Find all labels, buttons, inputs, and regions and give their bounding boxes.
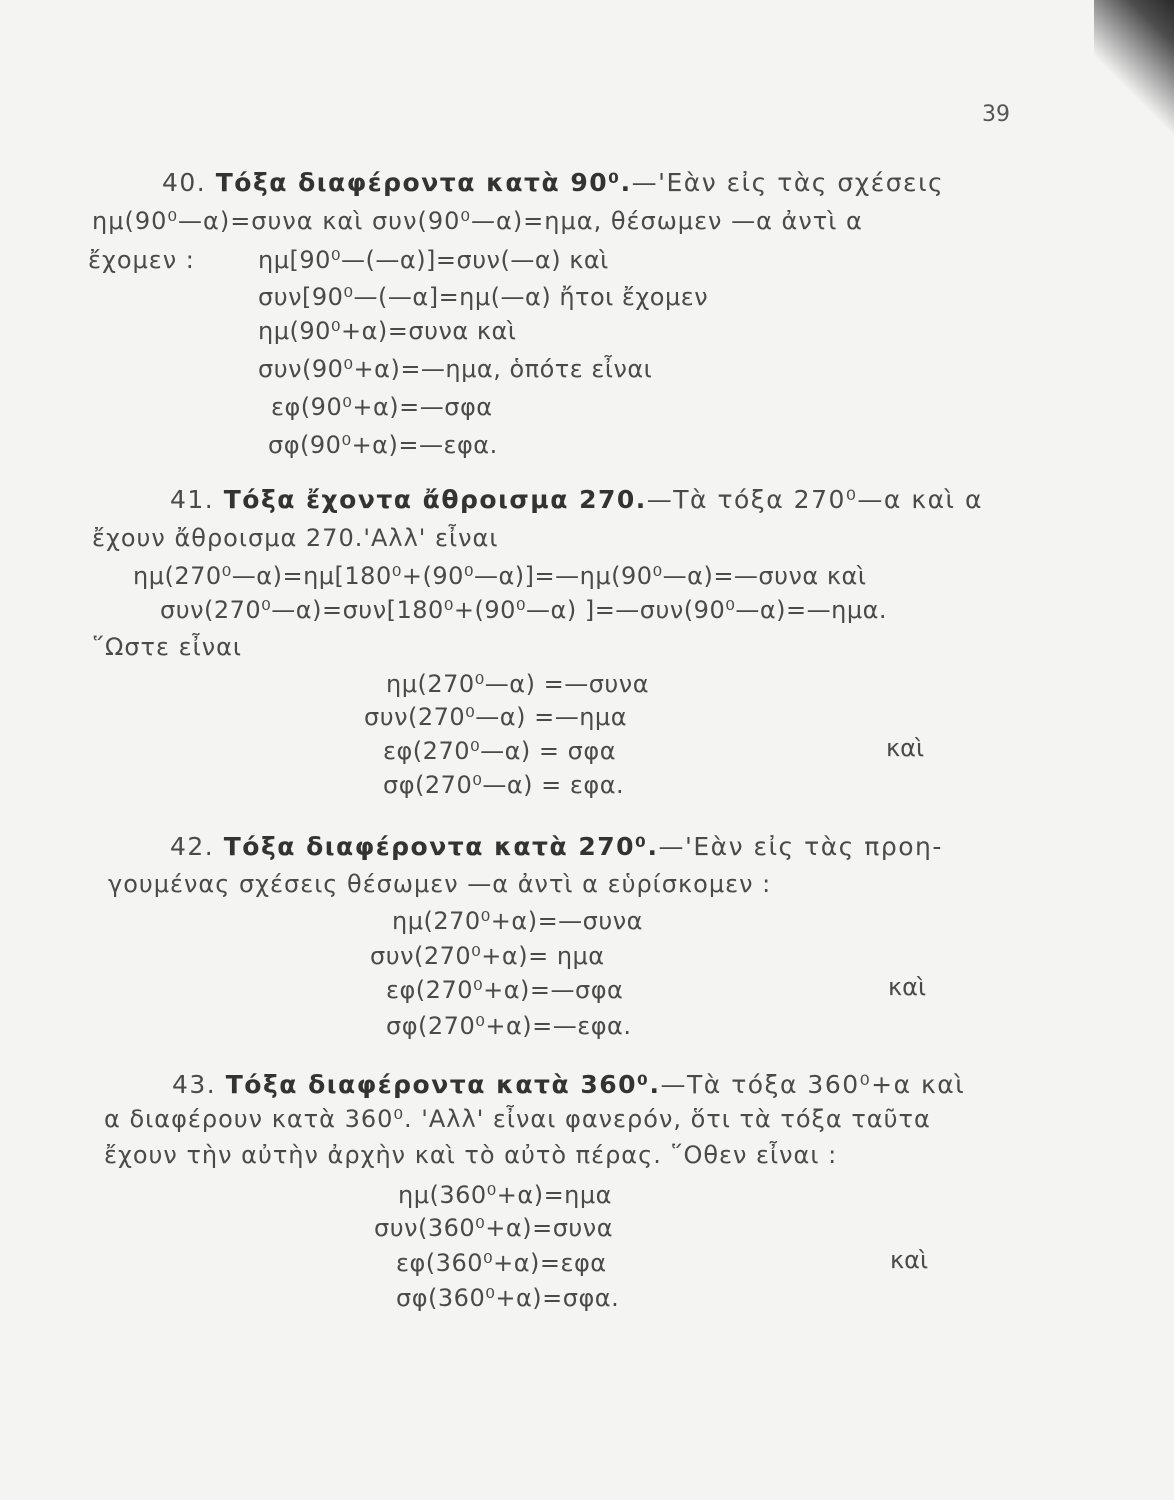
formula-line: συν[90⁰—(—α]=ημ(—α) ἤτοι ἔχομεν (258, 283, 709, 311)
section-number: 41. (170, 485, 215, 514)
section-40-intro-line: ημ(90⁰—α)=συνα καὶ συν(90⁰—α)=ημα, θέσωμεν —α ἀντὶ α (92, 207, 863, 235)
formula-line: συν(90⁰+α)=—ημα, ὁπότε εἶναι (258, 355, 653, 383)
formula-line: ημ(270⁰—α) =—συνα (386, 670, 650, 698)
section-heading: Τόξα διαφέροντα κατὰ 360⁰. (225, 1070, 661, 1099)
section-number: 42. (170, 832, 215, 861)
page-number: 39 (982, 102, 1010, 127)
section-number: 40. (162, 168, 207, 197)
formula-line: εφ(360⁰+α)=εφα (396, 1249, 607, 1277)
trailing-kai: καὶ (886, 734, 925, 762)
section-intro-text: —'Εὰν εἰς τὰς σχέσεις (631, 168, 945, 197)
formula-line: συν(270⁰—α)=συν[180⁰+(90⁰—α) ]=—συν(90⁰—α)=—ημα. (160, 596, 888, 624)
section-41-intro-line: ῞Ωστε εἶναι (92, 633, 243, 661)
section-number: 43. (172, 1070, 217, 1099)
formula-line: ημ[90⁰—(—α)]=συν(—α) καὶ (258, 246, 609, 274)
formula-line: σφ(90⁰+α)=—εφα. (268, 431, 498, 459)
formula-line: σφ(360⁰+α)=σφα. (396, 1284, 620, 1312)
formula-line: ημ(90⁰+α)=συνα καὶ (258, 317, 517, 345)
formula-line: εφ(270⁰—α) = σφα (383, 737, 617, 765)
section-43-intro-line: α διαφέρουν κατὰ 360⁰. 'Αλλ' εἶναι φανερόν, ὅτι τὰ τόξα ταῦτα (104, 1105, 931, 1133)
trailing-kai: καὶ (888, 973, 927, 1001)
formula-line: σφ(270⁰—α) = εφα. (383, 771, 625, 799)
trailing-kai: καὶ (890, 1246, 929, 1274)
section-42-intro-line: γουμένας σχέσεις θέσωμεν —α ἀντὶ α εὑρίσκομεν : (108, 870, 772, 898)
formula-line: ημ(360⁰+α)=ημα (398, 1181, 612, 1209)
formula-line: συν(270⁰—α) =—ημα (364, 703, 628, 731)
section-heading: Τόξα ἔχοντα ἄθροισμα 270. (223, 485, 647, 514)
section-intro-text: —'Εὰν εἰς τὰς προη- (658, 832, 943, 861)
section-41-intro-line: ἔχουν ἄθροισμα 270.'Αλλ' εἶναι (92, 524, 499, 552)
section-heading: Τόξα διαφέροντα κατὰ 90⁰. (215, 168, 632, 197)
page-corner-shadow (1094, 0, 1174, 140)
section-43-intro-line: ἔχουν τὴν αὐτὴν ἀρχὴν καὶ τὸ αὐτὸ πέρας. ῞Οθεν εἶναι : (104, 1141, 838, 1169)
section-40-heading-line (162, 168, 944, 198)
section-43-heading-line (172, 1070, 965, 1100)
formula-line: εφ(90⁰+α)=—σφα (271, 393, 493, 421)
formula-line: σφ(270⁰+α)=—εφα. (386, 1012, 632, 1040)
section-40-intro-line: ἔχομεν : (88, 246, 195, 274)
section-intro-text: —Τὰ τόξα 270⁰—α καὶ α (646, 485, 983, 514)
section-heading: Τόξα διαφέροντα κατὰ 270⁰. (223, 832, 659, 861)
section-41-heading-line (170, 485, 983, 515)
section-intro-text: —Τὰ τόξα 360⁰+α καὶ (660, 1070, 966, 1099)
formula-line: συν(270⁰+α)= ημα (370, 942, 605, 970)
formula-line: εφ(270⁰+α)=—σφα (386, 976, 624, 1004)
formula-line: ημ(270⁰+α)=—συνα (392, 907, 643, 935)
formula-line: συν(360⁰+α)=συνα (374, 1214, 614, 1242)
formula-line: ημ(270⁰—α)=ημ[180⁰+(90⁰—α)]=—ημ(90⁰—α)=—συνα καὶ (133, 562, 867, 590)
section-42-heading-line (170, 832, 943, 862)
